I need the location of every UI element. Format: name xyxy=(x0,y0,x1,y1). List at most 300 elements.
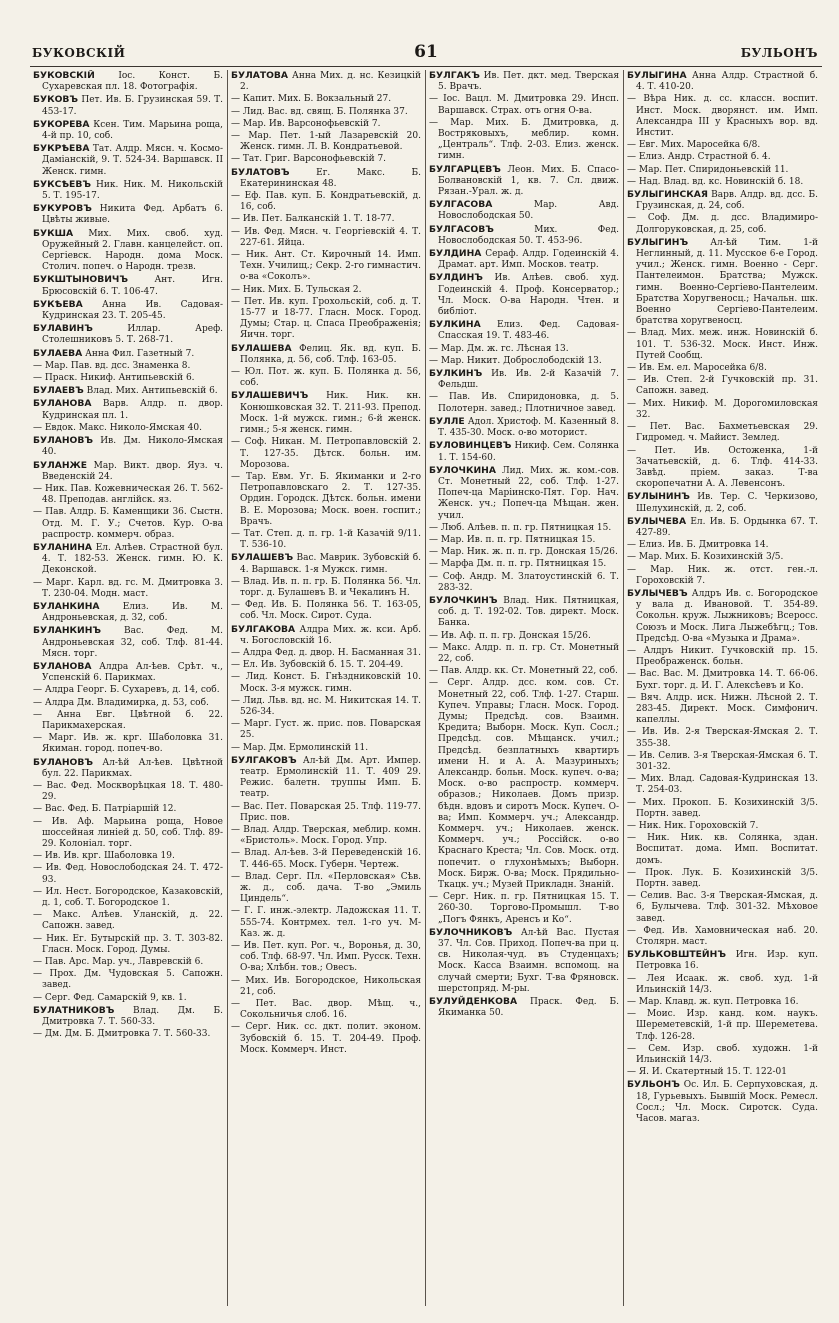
directory-entry xyxy=(33,542,223,577)
directory-page xyxy=(30,44,822,1306)
entry-surname: БУЛГАСОВА xyxy=(429,199,493,211)
entry-details: — Соф. Дм. д. дсс. Владимиро-Долгоруковская, д. 25, соб. xyxy=(627,213,818,235)
entry-surname: БУКУРОВЪ xyxy=(33,203,92,215)
directory-entry xyxy=(231,648,421,659)
entry-details: — Ив. Пет. Балканскій 1. Т. 18-77. xyxy=(231,214,395,225)
directory-entry xyxy=(33,507,223,541)
entry-details: — Мар. Никит. Доброслободскій 13. xyxy=(429,355,602,366)
directory-entry xyxy=(627,237,818,328)
directory-entry xyxy=(231,672,421,694)
entry-details: — Лид. Льв. вд. нс. М. Никитская 14. Т. 526-34. xyxy=(231,695,421,717)
entry-details: — Ив. Ем. ел. Маросейка 6/8. xyxy=(627,363,767,374)
entry-details: Ос. Ил. Б. Серпуховская, д. 18, Гурьевыхъ. Бывшій Моск. Ремесл. Сосл.; Чл. Моск. Сиротск. Суда. Часов. магаз. xyxy=(636,1080,818,1125)
entry-details: Никиф. Сем. Солянка 1. Т. 154-60. xyxy=(438,441,619,463)
entry-details: — Марфа Дм. п. п. гр. Пятницкая 15. xyxy=(429,559,607,570)
entry-details: — Соф. Никан. М. Петропавловскій 2. Т. 127-35. Дѣтск. больн. им. Морозова. xyxy=(231,437,421,470)
directory-column-4 xyxy=(624,70,822,1306)
directory-entry xyxy=(33,625,223,660)
entry-details: Сераф. Алдр. Годеинскій 4. Драмат. арт. Имп. Москов. театр. xyxy=(438,249,619,271)
entry-details: Анна Мих. д. нс. Кезицкій 2. xyxy=(240,71,421,93)
directory-entry xyxy=(627,152,818,163)
entry-details: — Вас. Пет. Поварская 25. Тлф. 119-77. Прис. пов. xyxy=(231,801,421,823)
entry-details: — Марг. Карл. вд. гс. М. Дмитровка 3. Т. 230-04. Модн. маст. xyxy=(33,577,223,599)
directory-entry xyxy=(33,1005,223,1028)
directory-entry xyxy=(429,272,619,318)
entry-surname: БУЛГАКОВА xyxy=(231,623,296,635)
entry-surname: БУЛАНКИНЪ xyxy=(33,625,102,637)
entry-surname: БУЛАНОВЪ xyxy=(33,756,93,768)
directory-entry xyxy=(627,751,818,773)
directory-entry xyxy=(627,833,818,867)
entry-surname: БУКОРЕВА xyxy=(33,118,90,130)
entry-surname: БУЛОЧНИКОВЪ xyxy=(429,926,513,938)
directory-entry xyxy=(429,440,619,463)
entry-details: — Ив. Селив. 3-я Тверская-Ямская 6. Т. 301-32. xyxy=(627,750,818,772)
directory-entry xyxy=(231,1022,421,1056)
entry-details: — Пет. Вас. двор. Мѣщ. ч., Сокольничья слоб. 16. xyxy=(231,999,421,1021)
entry-details: — Праск. Никиф. Антипьевскій 6. xyxy=(33,373,195,384)
directory-entry xyxy=(33,863,223,885)
entry-details: — Евг. Мих. Маросейка 6/8. xyxy=(627,140,761,151)
entry-details: Варв. Алдр. п. двор. Кудринская пл. 1. xyxy=(42,399,223,421)
entry-details: — Селив. Вас. 3-я Тверская-Ямская, д. 6, Булычева. Тлф. 301-32. Мѣховое завед. xyxy=(627,891,818,924)
directory-entry xyxy=(429,631,619,642)
entry-details: — Макс. Алдр. п. п. гр. Ст. Монетный 22, соб. xyxy=(429,642,619,664)
entry-details: — Пет. Ив. куп. Грохольскій, соб. д. Т. 15-77 и 18-77. Гласн. Моск. Город. Думы; Стар. ц. Спаса Преображенія; Яичн. торг. xyxy=(231,296,421,341)
entry-details: Ив. Пет. дкт. мед. Тверская 5. Врачъ. xyxy=(438,71,619,93)
directory-entry xyxy=(627,997,818,1008)
entry-surname: БУЛАНКИНА xyxy=(33,600,100,612)
entry-surname: БУКѢЕВА xyxy=(33,298,83,310)
entry-details: — Мих. Ив. Богородское, Никольская 21, соб. xyxy=(231,975,421,997)
directory-entry xyxy=(627,140,818,151)
directory-entry xyxy=(627,565,818,587)
entry-details: — Макс. Алѣев. Уланскій, д. 22. Сапожн. завед. xyxy=(33,910,223,932)
entry-details: — Пав. Алдр. Б. Каменщики 36. Сыстн. Отд. М. Г. У.; Счетов. Кур. О-ва распростр. коммерч. образ. xyxy=(33,507,223,540)
entry-details: — Ник. Ег. Бутырскій пр. 3. Т. 303-82. Гласн. Моск. Город. Думы. xyxy=(33,933,223,955)
directory-entry xyxy=(33,851,223,862)
directory-entry xyxy=(231,390,421,436)
entry-surname: БУЛАНОВА xyxy=(33,398,92,410)
directory-entry xyxy=(231,343,421,366)
entry-details: Ег. Макс. Б. Екатерининская 48. xyxy=(240,167,421,189)
directory-entry xyxy=(429,199,619,222)
entry-surname: БУЛЫГИНЪ xyxy=(627,236,689,248)
directory-entry xyxy=(33,423,223,434)
entry-details: Ив. Тер. С. Черкизово, Шелухинскій, д. 2, соб. xyxy=(636,492,818,514)
entry-details: Ал-ѣй Дм. Арт. Импер. театр. Ермолинскій 11. Т. 409 29. Режис. балетн. труппы Имп. Б. театр. xyxy=(240,755,421,800)
entry-details: Ал-ѣй Вас. Пустая 37. Чл. Сов. Приход. Попеч-ва при ц. св. Николая-чуд. въ Студенцахъ; Моск. Касса Взаимн. вспомощ. на случай смерти; Бухг. Т-ва Фряновск. шерстопряд. М-ры. xyxy=(438,927,619,994)
directory-columns xyxy=(30,70,822,1306)
entry-surname: БУКСѢЕВЪ xyxy=(33,178,91,190)
directory-entry xyxy=(627,1044,818,1066)
entry-details: — Мар. Ник. ж. отст. ген.-л. Гороховскій 7. xyxy=(627,564,818,586)
entry-surname: БУЛЫГИНА xyxy=(627,70,687,81)
directory-entry xyxy=(429,248,619,271)
entry-details: — Мар. Дм. Ермолинскій 11. xyxy=(231,742,369,753)
directory-entry xyxy=(231,131,421,153)
directory-entry xyxy=(627,552,818,563)
directory-entry xyxy=(429,678,619,891)
directory-entry xyxy=(429,356,619,367)
directory-entry xyxy=(627,540,818,551)
directory-entry xyxy=(33,781,223,803)
entry-details: — Сем. Изр. своб. художн. 1-й Ильинскій 14/3. xyxy=(627,1043,818,1066)
directory-entry xyxy=(627,1009,818,1043)
directory-entry xyxy=(627,1079,818,1125)
directory-entry xyxy=(33,685,223,696)
directory-entry xyxy=(627,693,818,727)
directory-entry xyxy=(231,94,421,105)
entry-surname: БУЛАНОВА xyxy=(33,660,92,672)
entry-details: — Соф. Андр. М. Златоустинскій 6. Т. 283-32. xyxy=(429,571,619,593)
directory-entry xyxy=(429,70,619,93)
entry-surname: БУЛКИНА xyxy=(429,319,481,331)
entry-details: — Тар. Евм. Уг. Б. Якиманки и 2-го Петропавловскаго 2. Т. 127-35. Ордин. Городск. Дѣтск. больн. имени В. Е. Морозова; Моск. воен. госпит.; Врачъ. xyxy=(231,471,421,527)
entry-details: — Лид. Конст. Б. Гнѣздниковскій 10. Моск. 3-я мужск. гимн. xyxy=(231,672,421,694)
entry-surname: БУЛГАКЪ xyxy=(429,70,480,81)
entry-details: — Над. Влад. вд. кс. Новинскій б. 18. xyxy=(627,176,804,187)
directory-entry xyxy=(627,669,818,691)
directory-entry xyxy=(231,107,421,118)
entry-surname: БУЛГАРЦЕВЪ xyxy=(429,163,501,175)
directory-entry xyxy=(33,661,223,684)
directory-entry xyxy=(33,957,223,968)
directory-entry xyxy=(231,227,421,249)
directory-entry xyxy=(627,165,818,176)
directory-entry xyxy=(627,328,818,362)
directory-entry xyxy=(33,435,223,458)
directory-entry xyxy=(429,344,619,355)
directory-entry xyxy=(33,385,223,397)
directory-entry xyxy=(231,624,421,647)
entry-details: — Ив. Аф. п. п. гр. Донская 15/26. xyxy=(429,630,591,641)
directory-entry xyxy=(627,491,818,514)
directory-entry xyxy=(231,214,421,225)
directory-entry xyxy=(231,70,421,93)
directory-entry xyxy=(33,373,223,384)
directory-entry xyxy=(231,119,421,130)
directory-entry xyxy=(429,595,619,630)
entry-details: — Ел. Ив. Зубовскій б. 15. Т. 204-49. xyxy=(231,660,404,671)
entry-details: — Серг. Ник. сс. дкт. полит. эконом. Зубовскій б. 15. Т. 204-49. Проф. Моск. Коммерч. Инст. xyxy=(231,1022,421,1055)
directory-entry xyxy=(627,774,818,796)
entry-details: — Мар. Ив. Варсонофьевскій 7. xyxy=(231,118,381,129)
directory-column-2 xyxy=(228,70,426,1306)
directory-entry xyxy=(33,934,223,956)
entry-details: — Ив. Ив. крг. Шаболовка 19. xyxy=(33,851,175,862)
entry-details: Мих. Мих. своб. худ. Оружейный 2. Главн. канцелейст. оп. Сергіевск. Народн. дома Моск. Столич. попеч. о Народн. трезв. xyxy=(42,228,223,273)
entry-details: Іос. Конст. Б. Сухаревская пл. 18. Фотографія. xyxy=(42,71,223,93)
directory-entry xyxy=(33,299,223,322)
entry-surname: БУЛГАСОВЪ xyxy=(429,223,494,235)
directory-entry xyxy=(33,484,223,506)
entry-surname: БУЛЬКОВШТЕЙНЪ xyxy=(627,949,726,961)
directory-entry xyxy=(33,274,223,297)
directory-entry xyxy=(627,70,818,93)
entry-details: Игн. Изр. куп. Петровка 16. xyxy=(636,950,818,972)
entry-details: — Ив. Фед. Мясн. ч. Георгіевскій 4. Т. 227-61. Яйца. xyxy=(231,226,421,248)
directory-entry xyxy=(627,949,818,972)
entry-details: — Моис. Изр. канд. ком. наукъ. Шереметевскій, 1-й пр. Шереметева. Тлф. 126-28. xyxy=(627,1009,818,1042)
directory-entry xyxy=(627,798,818,820)
entry-details: — Вас. Фед. Москворѣцкая 18. Т. 480-29. xyxy=(33,780,223,803)
entry-surname: БУЛЫГИНСКАЯ xyxy=(627,189,708,201)
directory-entry xyxy=(231,472,421,528)
directory-entry xyxy=(627,422,818,444)
directory-entry xyxy=(231,719,421,741)
entry-details: Елиз. Ив. М. Андроньевская, д. 32, соб. xyxy=(42,601,223,624)
entry-surname: БУЛАВИНЪ xyxy=(33,323,93,335)
entry-surname: БУЛАНЖЕ xyxy=(33,459,88,471)
directory-entry xyxy=(33,578,223,600)
entry-details: — Ил. Нест. Богородское, Казаковскій, д. 1, соб. Т. Богородское 1. xyxy=(33,886,223,909)
directory-entry xyxy=(33,993,223,1004)
directory-entry xyxy=(33,398,223,421)
directory-entry xyxy=(627,588,818,645)
directory-entry xyxy=(231,297,421,342)
entry-details: — Пав. Арс. Мар. уч., Лавревскій 6. xyxy=(33,957,204,968)
entry-details: Ив. Алѣев. своб. худ. Годеинскій 4. Проф. Консерватор.; Чл. Моск. О-ва Народн. Чтен. и библіот. xyxy=(438,273,619,318)
page-header xyxy=(30,44,822,67)
entry-details: — Лея Исаак. ж. своб. худ. 1-й Ильинскій 14/3. xyxy=(627,973,818,995)
entry-surname: БУЛЫЧЕВА xyxy=(627,515,687,527)
entry-details: — Алдръ Никит. Гучковскій пр. 15. Преображенск. больн. xyxy=(627,645,818,668)
entry-surname: БУЛОВИНЦЕВЪ xyxy=(429,440,512,452)
entry-details: — Елиз. Ив. Б. Дмитровка 14. xyxy=(627,540,769,551)
entry-details: Праск. Фед. Б. Якиманка 50. xyxy=(438,997,619,1019)
directory-entry xyxy=(231,743,421,754)
directory-entry xyxy=(231,941,421,975)
directory-entry xyxy=(231,529,421,551)
entry-details: Ел. Алѣев. Страстной бул. 4. Т. 182-53. Женск. гимн. Ю. К. Деконской. xyxy=(42,542,223,576)
entry-details: — Ник. Ник. кв. Солянка, здан. Воспитат. дома. Имп. Воспитат. домъ. xyxy=(627,833,818,866)
entry-details: Ант. Игн. Брюсовскій 6. Т. 106-47. xyxy=(42,275,223,297)
entry-details: — Алдра Фед. д. двор. Н. Басманная 31. xyxy=(231,647,421,658)
entry-details: — Мар. Пав. вд. дсс. Знаменка 8. xyxy=(33,360,191,371)
directory-entry xyxy=(231,999,421,1021)
directory-entry xyxy=(627,189,818,212)
entry-details: — Ив. Фед. Новослободская 24. Т. 472-93. xyxy=(33,863,223,885)
entry-details: — Серг. Алдр. дсс. ком. сов. Ст. Монетный 22, соб. Тлф. 1-27. Старш. Купеч. Управы; Гласн. Моск. Город. Думы; Предсѣд. сов. Взаимн. Кредита; Выборн. Моск. Куп. Сосл.; Предсѣд. сов. Мѣщанск. учил.; Предсѣд. безплатныхъ квартиръ имени Н. и А. А. Мазуриныхъ; Александр. больн. Моск. купеч. о-ва; Моск. о-во распростр. коммерч. образов.; Николаев. Домъ призр. бѣдн. вдовъ и сиротъ Моск. Купеч. О-ва; Имп. Коммерч. уч.; Александр. Коммерч. уч.; Николаев. женск. Коммерч. уч.; Россійск. о-во Краснаго Креста; Чл. Сов. Моск. отд. попечит. о глухонѣмыхъ; Выборн. Моск. Бирж. О-ва; Моск. Прядильно-Ткацк. уч.; Музей Прикладн. Знаній. xyxy=(429,678,619,891)
running-head-right: БУЛЬОНЪ xyxy=(740,46,818,60)
entry-surname: БУЛДИНЪ xyxy=(429,272,483,284)
directory-entry xyxy=(231,367,421,389)
entry-details: — Ив. Аф. Марьина роща, Новое шоссейная линіей д. 50, соб. Тлф. 89-29. Колоніал. торг. xyxy=(33,816,223,849)
directory-entry xyxy=(231,825,421,847)
entry-surname: БУЛОЧКИНЪ xyxy=(429,594,498,606)
entry-details: — Капит. Мих. Б. Вокзальный 27. xyxy=(231,94,392,105)
entry-details: — Елиз. Андр. Страстной б. 4. xyxy=(627,152,771,163)
directory-column-3 xyxy=(426,70,624,1306)
entry-surname: БУКША xyxy=(33,227,74,239)
directory-entry xyxy=(231,250,421,284)
directory-entry xyxy=(429,465,619,522)
entry-details: — Влад. Ал-ѣев. 3-й Переведенскій 16. Т. 446-65. Моск. Губерн. Чертеж. xyxy=(231,848,421,870)
directory-entry xyxy=(429,666,619,677)
directory-entry xyxy=(33,323,223,346)
entry-details: — Мар. Ник. ж. п. п. гр. Донская 15/26. xyxy=(429,547,618,558)
entry-details: Фелиц. Як. вд. куп. Б. Полянка, д. 56, соб. Тлф. 163-05. xyxy=(240,343,421,365)
directory-entry xyxy=(627,646,818,668)
directory-entry xyxy=(429,224,619,247)
entry-details: Ив. Ив. 2-й Казачій 7. Фельдш. xyxy=(438,369,619,391)
entry-surname: БУКОВСКІЙ xyxy=(33,70,95,81)
entry-surname: БУЛДИНА xyxy=(429,248,482,260)
entry-details: — Влад. Алдр. Тверская, меблир. комн. «Бристоль». Моск. Город. Упр. xyxy=(231,825,421,847)
entry-details: — Фед. Ив. Б. Полянка 56. Т. 163-05, соб. Чл. Моск. Сирот. Суда. xyxy=(231,600,421,622)
directory-entry xyxy=(231,552,421,575)
entry-details: — Пав. Алдр. кк. Ст. Монетный 22, соб. xyxy=(429,666,618,677)
directory-entry xyxy=(627,727,818,749)
directory-entry xyxy=(231,437,421,471)
entry-details: — Вяч. Алдр. иск. Нижн. Лѣсной 2. Т. 283-45. Директ. Моск. Симфонич. капеллы. xyxy=(627,692,818,726)
entry-surname: БУЛЛЕ xyxy=(429,415,465,427)
entry-details: — Мар. Мих. Б. Дмитровка, д. Востряковыхъ, меблир. комн. „Централь“. Тлф. 2-03. Елиз. женск. гимн. xyxy=(429,117,619,162)
entry-details: — Прок. Лук. Б. Козихинскій 3/5. Портн. завед. xyxy=(627,867,818,890)
directory-entry xyxy=(33,70,223,93)
entry-details: — Мар. Пет. 1-ый Лазаревскій 20. Женск. гимн. Л. В. Кондратьевой. xyxy=(231,131,421,153)
entry-details: Влад. Дм. Б. Дмитровка 7. Т. 560-33. xyxy=(42,1005,223,1028)
entry-details: — Серг. Ник. п. гр. Пятницкая 15. Т. 260-30. Торгово-Промышл. Т-во „Погъ Фянкъ, Аренсъ и Ко“. xyxy=(429,892,619,925)
entry-details: Ник. Ник. М. Никольскій 5. Т. 195-17. xyxy=(42,179,223,202)
entry-details: — Алдра Георг. Б. Сухаревъ, д. 14, соб. xyxy=(33,685,220,696)
directory-entry xyxy=(231,872,421,906)
directory-entry xyxy=(231,600,421,622)
entry-details: — Вас. Фед. Б. Патріаршій 12. xyxy=(33,804,177,815)
entry-details: Влад. Мих. Антипьевскій 6. xyxy=(83,386,218,397)
directory-entry xyxy=(231,191,421,213)
directory-entry xyxy=(627,1067,818,1078)
directory-entry xyxy=(33,348,223,360)
directory-entry xyxy=(33,710,223,732)
entry-details: Ив. Дм. Николо-Ямская 40. xyxy=(42,436,223,458)
entry-details: — Ник. Пав. Кожевническая 26. Т. 562-48. Преподав. англійск. яз. xyxy=(33,483,223,506)
directory-entry xyxy=(33,601,223,624)
entry-details: — Вас. Вас. М. Дмитровка 14. Т. 66-06. Бухг. торг. д. И. Г. Алексѣевъ и Ко. xyxy=(627,669,818,691)
directory-entry xyxy=(627,375,818,397)
entry-details: — Іос. Вацл. М. Дмитровка 29. Инсп. Варшавск. Страх. отъ огня О-ва. xyxy=(429,94,619,116)
directory-entry xyxy=(429,559,619,570)
entry-surname: БУЛАШЕВА xyxy=(231,342,292,354)
directory-entry xyxy=(627,974,818,996)
entry-details: Алдръ Ив. с. Богородское у вала д. Ивановой. Т. 354-89. Сокольн. круж. Лыжниковъ; Всеросс. Союзъ и Моск. Лига Лыжебѣгц.; Тов. Предсѣд. О-ва «Музыка и Драма». xyxy=(636,588,818,644)
directory-entry xyxy=(33,817,223,851)
entry-details: Ел. Ив. Б. Ордынка 67. Т. 427-89. xyxy=(636,516,818,538)
entry-details: — Мар. Мих. Б. Козихинскій 3/5. xyxy=(627,552,784,563)
entry-details: — Г. Г. инж.-электр. Ладожская 11. Т. 555-74. Контрмех. тел. 1-го уч. М-Каз. ж. д. xyxy=(231,906,421,939)
entry-details: — Мих. Прокоп. Б. Козихинскій 3/5. Портн. завед. xyxy=(627,797,818,819)
entry-details: — Мих. Никиф. М. Дорогомиловская 32. xyxy=(627,398,818,420)
directory-entry xyxy=(627,177,818,188)
entry-surname: БУЛЫЧЕВЪ xyxy=(627,587,688,599)
entry-details: Лид. Мих. ж. ком.-сов. Ст. Монетный 22, соб. Тлф. 1-27. Попеч-ца Маріинско-Пят. Гор. Нач. Женск. уч.; Попеч-ца Мѣщан. жен. учил. xyxy=(438,465,619,521)
directory-entry xyxy=(429,368,619,391)
entry-surname: БУЛАШЕВИЧЪ xyxy=(231,390,309,402)
entry-details: — Люб. Алѣев. п. п. гр. Пятницкая 15. xyxy=(429,522,612,533)
entry-details: — Евдок. Макс. Николо-Ямская 40. xyxy=(33,422,202,433)
directory-entry xyxy=(231,696,421,718)
directory-entry xyxy=(231,802,421,824)
entry-details: Ал-ѣй Тим. 1-й Неглинный, д. 11. Мусское 6-е Город. учил.; Женск. гимн. Военно - Серг. Пантелеимон. Братства; Мужск. гимн. Военно-Сергіево-Пантелеим. Братства Хоругвеносц.; Начальн. шк. Военно Сергіево-Пантелеим. братства хоругвеносц. xyxy=(636,237,818,327)
entry-surname: БУКРѢЕВА xyxy=(33,143,90,155)
entry-surname: БУЛЫНИНЪ xyxy=(627,491,690,503)
directory-entry xyxy=(627,363,818,374)
entry-surname: БУКШТЫНОВИЧЪ xyxy=(33,274,128,286)
entry-details: Анна Ив. Садовая-Кудринская 23. Т. 205-45. xyxy=(42,299,223,322)
entry-surname: БУЛАТНИКОВЪ xyxy=(33,1004,115,1016)
entry-details: — Пет. Вас. Бахметьевская 29. Гидромед. ч. Майист. Землед. xyxy=(627,422,818,444)
entry-details: — Серг. Фед. Самарскій 9, кв. 1. xyxy=(33,992,187,1003)
entry-details: — Фед. Ив. Хамовническая наб. 20. Столярн. маст. xyxy=(627,925,818,948)
entry-details: — Ив. Пет. куп. Рог. ч., Воронья, д. 30, соб. Тлф. 68-97. Чл. Имп. Русск. Техн. О-ва; Хлѣбн. тов.; Овесъ. xyxy=(231,941,421,974)
entry-surname: БУКОВЪ xyxy=(33,94,79,106)
entry-details: Тат. Алдр. Мясн. ч. Космо-Даміанскій, 9. Т. 524-34. Варшавск. II Женск. гимн. xyxy=(42,144,223,177)
directory-entry xyxy=(231,154,421,165)
entry-details: Влад. Ник. Пятницкая, соб. д. Т. 192-02. Тов. директ. Моск. Банка. xyxy=(438,595,619,629)
directory-entry xyxy=(33,887,223,909)
entry-details: Ник. Ник. кн. Конюшковская 32. Т. 211-93. Препод. Моск. 1-й мужск. гимн.; 6-й женск. гимн.; 5-я женск. гимн. xyxy=(240,391,421,436)
entry-surname: БУЛАШЕВЪ xyxy=(231,552,294,564)
entry-surname: БУЛАНОВЪ xyxy=(33,435,93,447)
directory-entry xyxy=(627,868,818,890)
directory-entry xyxy=(231,755,421,801)
directory-entry xyxy=(627,213,818,235)
directory-entry xyxy=(33,228,223,274)
directory-entry xyxy=(627,399,818,421)
entry-details: — Прох. Дм. Чудовская 5. Сапожн. завед. xyxy=(33,969,223,991)
directory-entry xyxy=(627,926,818,948)
entry-details: — Влад. Ив. п. п. гр. Б. Полянка 56. Чл. торг. д. Булашевъ В. и Чекалинъ Н. xyxy=(231,576,421,598)
directory-entry xyxy=(33,460,223,483)
directory-entry xyxy=(231,285,421,296)
entry-details: Анна Алдр. Страстной б. 4. Т. 410-20. xyxy=(636,71,818,93)
directory-entry xyxy=(429,547,619,558)
directory-entry xyxy=(33,969,223,991)
entry-details: Елиз. Фед. Садовая-Спасская 19. Т. 483-46. xyxy=(438,320,619,342)
entry-details: — Мар. Дм. ж. гс. Лѣсная 13. xyxy=(429,343,569,354)
entry-details: Варв. Алдр. вд. дсс. Б. Грузинская, д. 24, соб. xyxy=(636,190,818,212)
entry-details: — Пет. Ив. Остоженка, 1-й Зачатьевскій, д. 6. Тлф. 414-33. Завѣд. пріем. заказ. Т-ва скоропечатни А. А. Левенсонъ. xyxy=(627,445,818,490)
directory-entry xyxy=(429,118,619,163)
entry-surname: БУЛКИНЪ xyxy=(429,368,483,380)
directory-entry xyxy=(429,319,619,342)
directory-entry xyxy=(429,392,619,414)
entry-details: Вас. Фед. М. Андроньевская 32, соб. Тлф. 81-44. Мясн. торг. xyxy=(42,626,223,659)
entry-details: — Еф. Пав. куп. Б. Кондратьевскій, д. 16, соб. xyxy=(231,191,421,213)
directory-entry xyxy=(627,516,818,539)
running-head-left: БУКОВСКІЙ xyxy=(32,46,126,60)
directory-entry xyxy=(429,94,619,116)
entry-details: — Ив. Степ. 2-й Гучковскій пр. 31. Сапожн. завед. xyxy=(627,375,818,397)
entry-details: — Ив. Ив. 2-я Тверская-Ямская 2. Т. 355-38. xyxy=(627,727,818,749)
entry-details: Мар. Викт. двор. Яуз. ч. Введенскій 24. xyxy=(42,460,223,482)
directory-entry xyxy=(33,1029,223,1040)
entry-details: Адол. Христоф. М. Казенный 8. Т. 435-30. Моск. о-во моторист. xyxy=(438,416,619,439)
directory-entry xyxy=(33,757,223,780)
entry-details: Иллар. Ареф. Столешниковъ 5. Т. 268-71. xyxy=(42,324,223,346)
directory-entry xyxy=(231,976,421,998)
directory-entry xyxy=(33,119,223,142)
entry-surname: БУЛЬОНЪ xyxy=(627,1079,680,1091)
directory-column-1 xyxy=(30,70,228,1306)
entry-details: Никита Фед. Арбатъ 6. Цвѣты живые. xyxy=(42,204,223,226)
directory-entry xyxy=(33,804,223,815)
directory-entry xyxy=(231,906,421,940)
page-number: 61 xyxy=(414,42,438,62)
directory-entry xyxy=(231,167,421,190)
entry-details: — Тат. Степ. д. п. гр. 1-й Казачій 9/11. Т. 536-10. xyxy=(231,528,421,551)
